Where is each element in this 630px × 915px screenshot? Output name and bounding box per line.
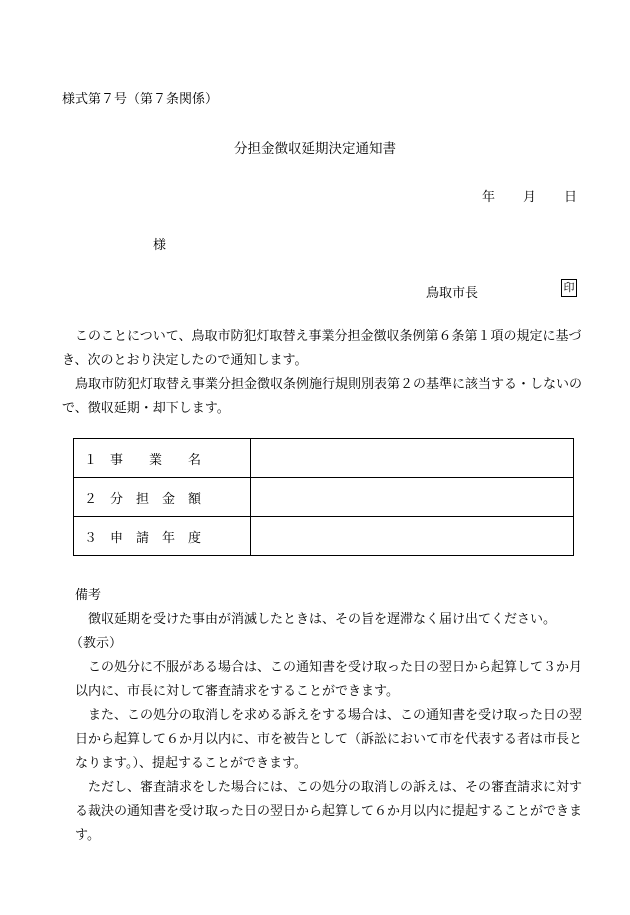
table-row (74, 517, 574, 556)
sender-name: 鳥取市長 (426, 286, 479, 301)
body-paragraph: 鳥取市防犯灯取替え事業分担金徴収条例施行規則別表第２の基準に該当する・しないので、徴収延期・却下します。 (62, 377, 583, 416)
table-row (74, 478, 574, 517)
body-text (62, 325, 582, 421)
table-label: １ 事 業 名 (74, 439, 251, 478)
table-label: ２ 分 担 金 額 (74, 478, 251, 517)
date-year: 年 (482, 190, 496, 205)
date-day: 日 (564, 190, 578, 205)
remarks-heading: 備考 (75, 588, 102, 603)
body-paragraph: このことについて、鳥取市防犯灯取替え事業分担金徴収条例第６条第１項の規定に基づき、次のとおり決定したので通知します。 (62, 329, 582, 368)
document-title: 分担金徴収延期決定通知書 (234, 141, 396, 157)
table-value[interactable] (251, 517, 574, 556)
table-row (74, 439, 574, 478)
instruction-paragraph: この処分に不服がある場合は、この通知書を受け取った日の翌日から起算して３か月以内に、市長に対して審査請求をすることができます。 (75, 660, 583, 699)
instruction-paragraph: また、この処分の取消しを求める訴えをする場合は、この通知書を受け取った日の翌日から起算して６か月以内に、市を被告として（訴訟において市を代表する者は市長となります。）、提起することができます。 (75, 708, 583, 771)
info-table (73, 438, 574, 556)
seal-mark: 印 (561, 279, 577, 297)
instruction-paragraph: ただし、審査請求をした場合には、この処分の取消しの訴えは、その審査請求に対する裁決の通知書を受け取った日の翌日から起算して６か月以内に提起することができます。 (75, 780, 583, 843)
table-value[interactable] (251, 439, 574, 478)
date-month: 月 (523, 190, 537, 205)
table-label: ３ 申 請 年 度 (74, 517, 251, 556)
remarks-text: 徴収延期を受けた事由が消滅したときは、その旨を遅滞なく届け出てください。 (88, 612, 557, 627)
remarks-section (62, 584, 582, 848)
instruction-heading: （教示） (70, 636, 123, 651)
table-value[interactable] (251, 478, 574, 517)
recipient-suffix: 様 (153, 238, 167, 253)
form-number: 様式第７号（第７条関係） (62, 92, 219, 107)
date-line (482, 186, 577, 205)
